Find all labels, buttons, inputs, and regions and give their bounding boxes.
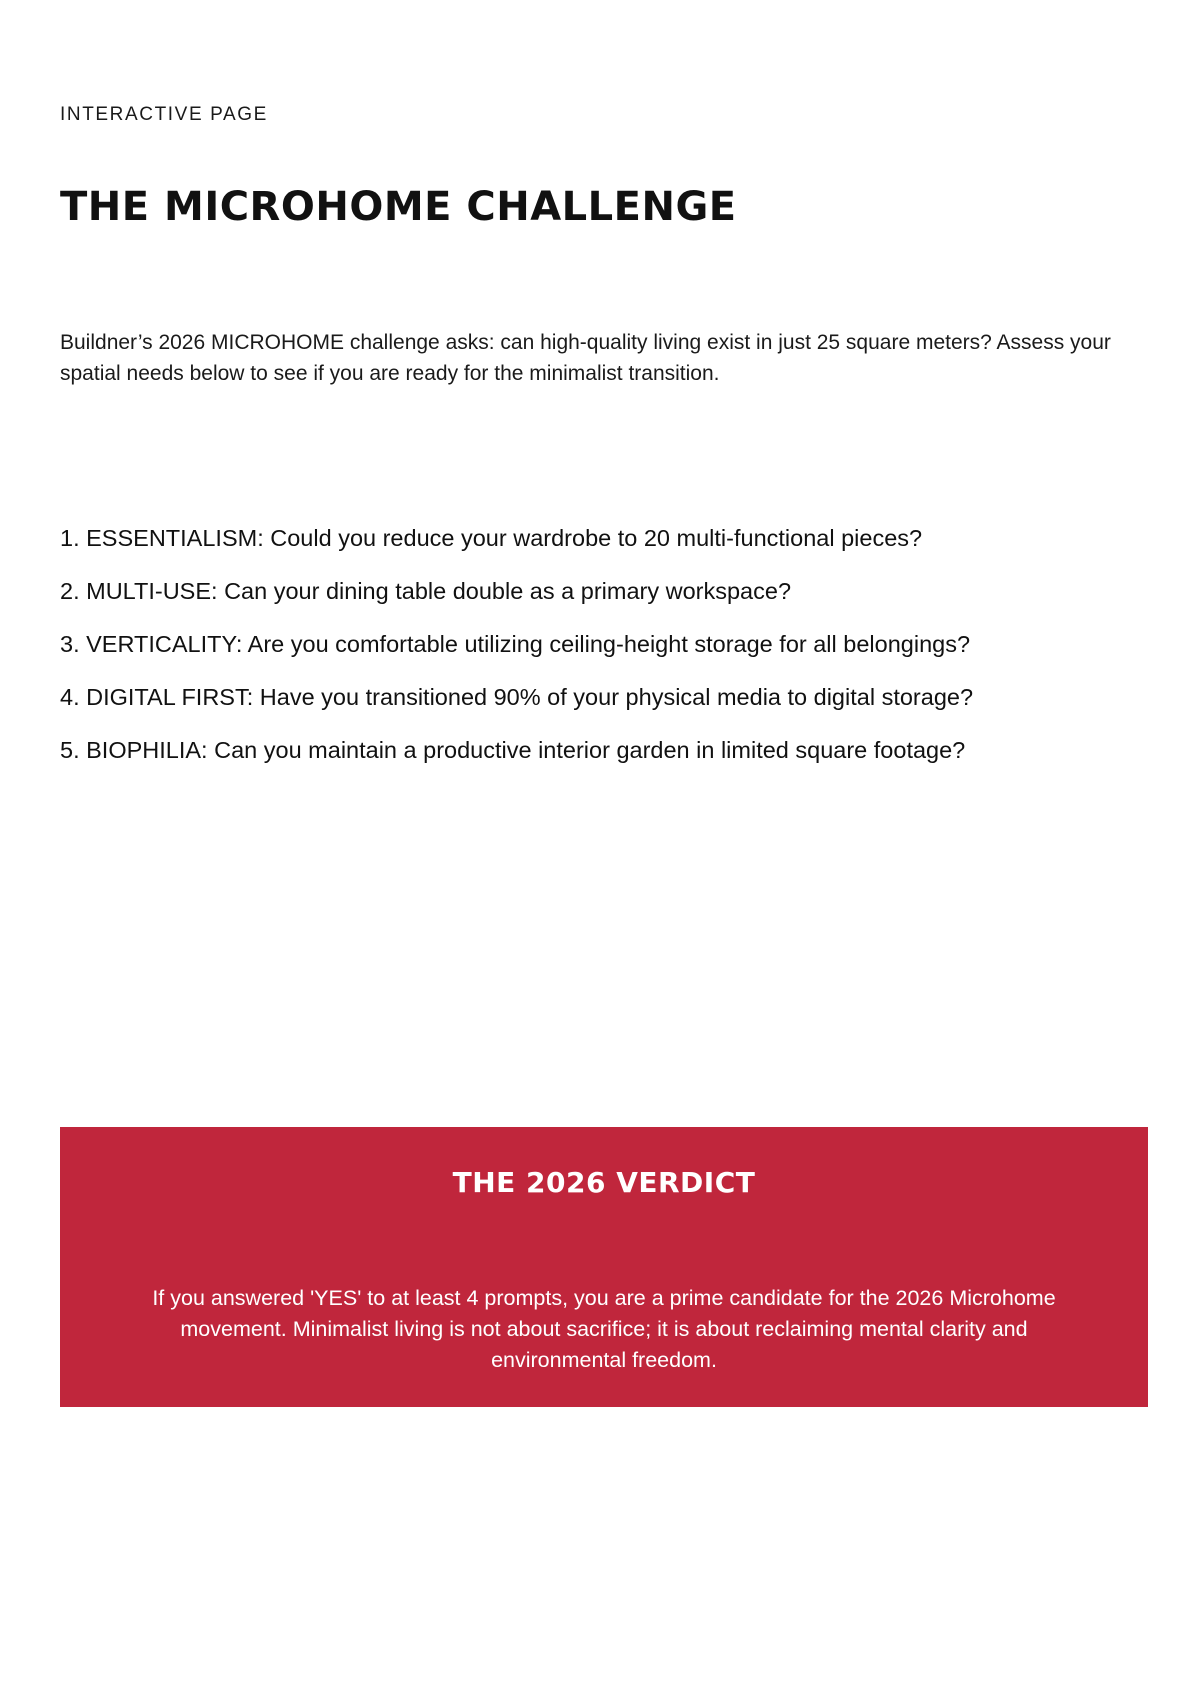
verdict-title: THE 2026 VERDICT bbox=[452, 1166, 756, 1199]
prompt-item-biophilia: 5. BIOPHILIA: Can you maintain a productive interior garden in limited square footage? bbox=[60, 737, 966, 763]
intro-paragraph: Buildner’s 2026 MICROHOME challenge asks: can high-quality living exist in just 25 square meters? Assess your spatial needs below to see if you are ready for the minimalist transition. bbox=[60, 331, 1111, 385]
prompt-list bbox=[60, 522, 1148, 787]
verdict-panel bbox=[60, 1127, 1148, 1407]
prompt-item-multi-use: 2. MULTI-USE: Can your dining table double as a primary workspace? bbox=[60, 578, 792, 604]
page-title: THE MICROHOME CHALLENGE bbox=[60, 184, 737, 230]
prompt-item-verticality: 3. VERTICALITY: Are you comfortable utilizing ceiling-height storage for all belongings? bbox=[60, 631, 971, 657]
eyebrow-label: INTERACTIVE PAGE bbox=[60, 104, 268, 125]
verdict-text: If you answered 'YES' to at least 4 prompts, you are a prime candidate for the 2026 Microhome movement. Minimalist living is not about sacrifice; it is about reclaiming mental clarity and environmental freedom. bbox=[152, 1286, 1056, 1372]
prompt-item-essentialism: 1. ESSENTIALISM: Could you reduce your wardrobe to 20 multi-functional pieces? bbox=[60, 525, 923, 551]
prompt-item-digital-first: 4. DIGITAL FIRST: Have you transitioned 90% of your physical media to digital storage? bbox=[60, 684, 974, 710]
page bbox=[60, 0, 1148, 1696]
